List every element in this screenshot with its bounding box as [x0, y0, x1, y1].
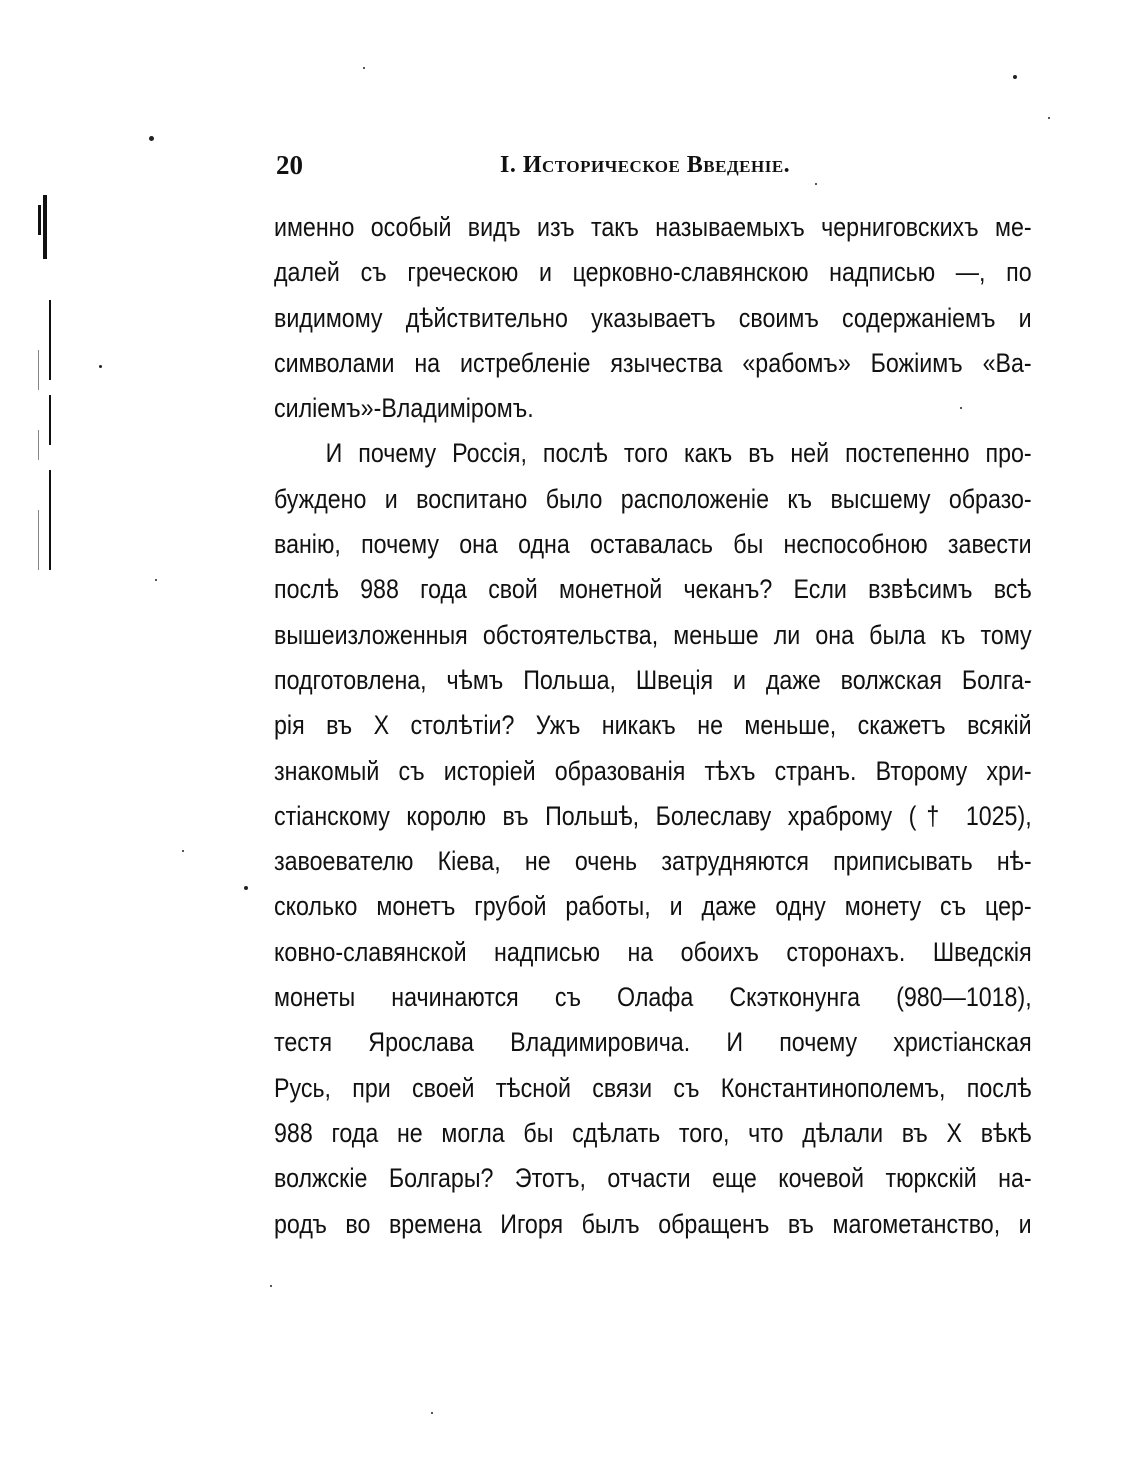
scan-speck: [244, 886, 248, 890]
body-text: [274, 205, 1032, 1247]
scan-margin-mark: [49, 395, 51, 445]
text-line: далей съ греческою и церковно-славянскою надписью —, по: [274, 257, 1032, 288]
scan-margin-mark: [49, 470, 51, 570]
text-line: именно особый видъ изъ такъ называемыхъ черниговскихъ ме-: [274, 212, 1032, 242]
text-line: монеты начинаются съ Олафа Скэтконунга (980—1018),: [274, 982, 1032, 1013]
scan-speck: [155, 579, 157, 581]
text-line: ванію, почему она одна оставалась бы неспособною завести: [274, 529, 1032, 560]
text-line: сколько монетъ грубой работы, и даже одну монету съ цер-: [274, 891, 1032, 922]
text-line: подготовлена, чѣмъ Польша, Швеція и даже волжская Болга-: [274, 664, 1032, 695]
text-line: послѣ 988 года свой монетной чеканъ? Если взвѣсимъ всѣ: [274, 574, 1032, 605]
text-line: родъ во времена Игоря былъ обращенъ въ магометанство, и: [274, 1208, 1032, 1239]
scan-speck: [270, 1285, 272, 1287]
text-line: ковно-славянской надписью на обоихъ сторонахъ. Шведскія: [274, 936, 1032, 967]
scan-speck: [182, 850, 184, 852]
text-line: Русь, при своей тѣсной связи съ Константинополемъ, послѣ: [274, 1072, 1032, 1103]
text-line: тестя Ярослава Владимировича. И почему христіанская: [274, 1027, 1032, 1058]
text-line: И почему Россія, послѣ того какъ въ ней постепенно про-: [325, 438, 1032, 469]
scan-margin-mark: [38, 350, 39, 390]
scan-margin-mark: [43, 195, 47, 259]
scan-speck: [1048, 117, 1050, 119]
scan-speck: [99, 365, 102, 368]
text-line: волжскіе Болгары? Этотъ, отчасти еще кочевой тюркскій на-: [274, 1163, 1032, 1194]
scan-speck: [149, 136, 154, 141]
text-line: рія въ X столѣтіи? Ужъ никакъ не меньше, скажетъ всякій: [274, 710, 1032, 741]
scan-speck: [1013, 75, 1017, 79]
text-line: 988 года не могла бы сдѣлать того, что дѣлали въ X вѣкѣ: [274, 1117, 1032, 1148]
page-number: 20: [276, 150, 303, 180]
running-title: I. Историческое Введеніе.: [500, 152, 791, 178]
text-line: завоевателю Кіева, не очень затрудняются приписывать нѣ-: [274, 846, 1032, 877]
scan-margin-mark: [38, 205, 41, 235]
text-line: знакомый съ исторіей образованія тѣхъ странъ. Второму хри-: [274, 755, 1032, 786]
scan-margin-mark: [49, 300, 51, 380]
text-line: стіанскому королю въ Польшѣ, Болеславу храброму († 1025),: [274, 800, 1032, 831]
scan-speck: [431, 1412, 433, 1414]
paragraph: [274, 431, 1032, 1246]
paragraph: [274, 205, 1032, 431]
text-line: символами на истребленіе язычества «рабомъ» Божіимъ «Ва-: [274, 347, 1032, 378]
text-line: вышеизложенныя обстоятельства, меньше ли она была къ тому: [274, 619, 1032, 650]
text-line: силіемъ»-Владиміромъ.: [274, 393, 534, 424]
scan-margin-mark: [38, 430, 39, 460]
text-line: буждено и воспитано было расположеніе къ высшему образо-: [274, 483, 1032, 514]
text-line: видимому дѣйствительно указываетъ своимъ содержаніемъ и: [274, 302, 1032, 333]
page-header: [276, 150, 1034, 186]
scan-speck: [363, 67, 365, 69]
scan-margin-mark: [38, 510, 39, 570]
